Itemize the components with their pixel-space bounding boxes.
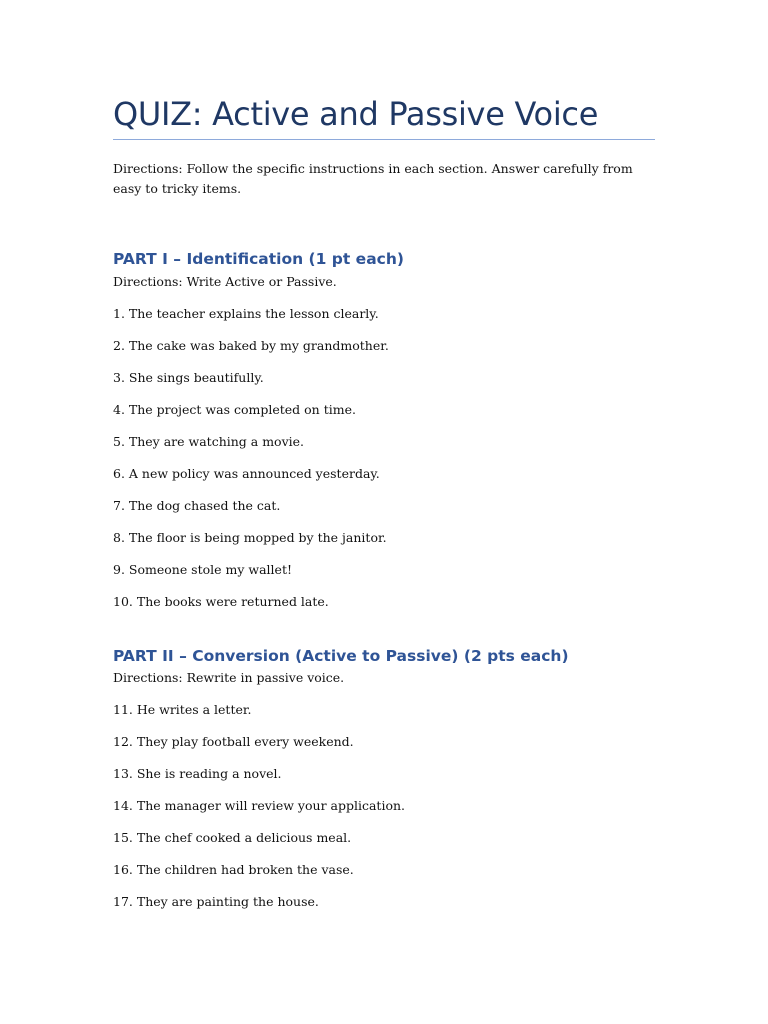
part1-item-6: 6. A new policy was announced yesterday. [113, 466, 380, 481]
general-directions: Directions: Follow the specific instructions in each section. Answer carefully from easy to tricky items. [113, 161, 633, 196]
document-title: QUIZ: Active and Passive Voice [113, 95, 599, 133]
part2-item-14: 14. The manager will review your application. [113, 798, 405, 813]
part2-item-13: 13. She is reading a novel. [113, 766, 282, 781]
part1-item-4: 4. The project was completed on time. [113, 402, 356, 417]
part1-item-5: 5. They are watching a movie. [113, 434, 305, 449]
part2-items [113, 700, 405, 924]
part2-item-17: 17. They are painting the house. [113, 894, 319, 909]
part1-item-9: 9. Someone stole my wallet! [113, 562, 292, 577]
title-underline [113, 139, 655, 140]
part1-item-3: 3. She sings beautifully. [113, 370, 264, 385]
part2-item-12: 12. They play football every weekend. [113, 734, 354, 749]
part2-item-16: 16. The children had broken the vase. [113, 862, 354, 877]
part1-item-10: 10. The books were returned late. [113, 594, 329, 609]
part2-item-15: 15. The chef cooked a delicious meal. [113, 830, 352, 845]
part1-item-7: 7. The dog chased the cat. [113, 498, 281, 513]
part1-heading: PART I – Identification (1 pt each) [113, 250, 404, 268]
part1-items [113, 304, 389, 624]
part1-item-8: 8. The floor is being mopped by the janitor. [113, 530, 387, 545]
document-page [113, 0, 655, 1024]
part1-item-1: 1. The teacher explains the lesson clearly. [113, 306, 379, 321]
part1-directions: Directions: Write Active or Passive. [113, 274, 337, 289]
part2-directions: Directions: Rewrite in passive voice. [113, 670, 345, 685]
part2-item-11: 11. He writes a letter. [113, 702, 252, 717]
part1-item-2: 2. The cake was baked by my grandmother. [113, 338, 389, 353]
part2-heading: PART II – Conversion (Active to Passive) (2 pts each) [113, 647, 569, 665]
